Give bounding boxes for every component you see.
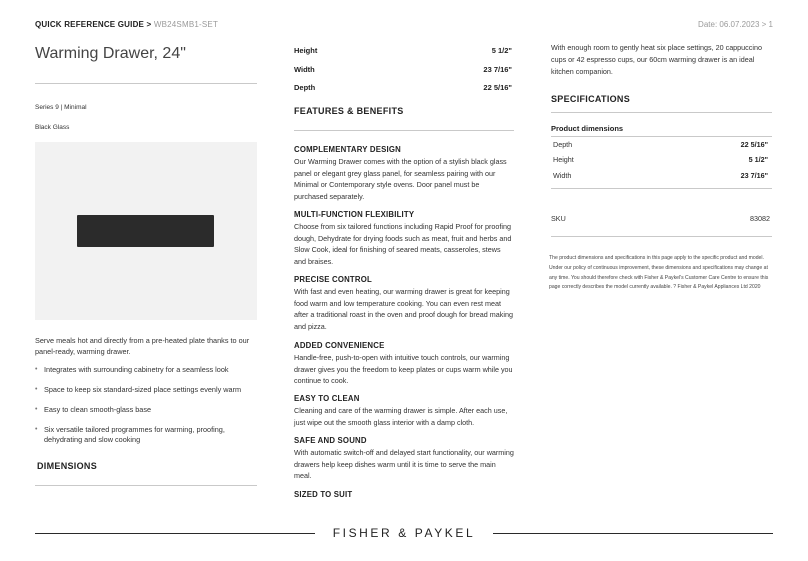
dimension-value: 22 5/16" (483, 83, 512, 92)
guide-breadcrumb (35, 20, 218, 29)
feature-title: EASY TO CLEAN (294, 394, 360, 403)
feature-title: SAFE AND SOUND (294, 436, 367, 445)
features-heading: FEATURES & BENEFITS (294, 106, 404, 116)
divider (551, 136, 772, 137)
spec-row-width (553, 171, 768, 183)
feature-added-convenience (294, 341, 514, 387)
page-header (35, 20, 773, 32)
list-item: • Space to keep six standard-sized place settings evenly warm (35, 385, 257, 395)
divider (551, 112, 772, 113)
product-intro: Serve meals hot and directly from a pre-heated plate thanks to our panel-ready, warming drawer. (35, 336, 250, 356)
spec-row-depth (553, 140, 768, 152)
specifications-heading: SPECIFICATIONS (551, 94, 631, 104)
product-title: Warming Drawer, 24" (35, 45, 186, 62)
list-item: • Six versatile tailored programmes for warming, proofing, dehydrating and slow cooking (35, 425, 257, 445)
feature-text: With fast and even heating, our warming drawer is great for keeping food warm and low temperature cooking. You can even rest meat after a traditional roast in the oven and proof dough for bread making and pizza. (294, 287, 513, 331)
sku-value: 83082 (750, 214, 770, 223)
product-summary (35, 40, 257, 131)
model-number: WB24SMB1-SET (153, 20, 219, 29)
sku-row (551, 214, 770, 226)
feature-sized-to-suit (294, 490, 514, 501)
feature-text: Our Warming Drawer comes with the option of a stylish black glass panel or elegant grey glass panel, for seamless pairing with our Minimal or Contemporary style ovens. Door panel must be purchased separately. (294, 157, 507, 201)
dimension-row-height (294, 46, 514, 58)
spec-label: Height (553, 155, 574, 164)
dimension-label: Depth (294, 83, 316, 92)
divider (294, 130, 514, 131)
guide-label: QUICK REFERENCE GUIDE > (35, 20, 152, 29)
feature-bullets (35, 365, 257, 455)
spec-value: 5 1/2" (748, 155, 768, 164)
list-item: • Integrates with surrounding cabinetry for a seamless look (35, 365, 257, 375)
divider (35, 83, 257, 84)
product-finish: Black Glass (35, 124, 70, 131)
dimension-value: 23 7/16" (483, 65, 512, 74)
page-footer (35, 524, 773, 542)
spec-value: 22 5/16" (740, 140, 768, 149)
feature-title: SIZED TO SUIT (294, 490, 353, 499)
feature-safe-and-sound (294, 436, 514, 482)
feature-text: With automatic switch-off and delayed start functionality, our warming drawers help keep dishes warm until it is time to serve the main meal. (294, 448, 514, 481)
feature-text: Choose from six tailored functions including Rapid Proof for proofing dough, Dehydrate for drying foods such as meat, fruit and herbs and Slow Cook, ideal for finishing of seared meats, casseroles, stews and braises. (294, 222, 512, 266)
sku-label: SKU (551, 214, 566, 223)
spec-row-height (553, 155, 768, 167)
product-series: Series 9 | Minimal (35, 104, 87, 111)
feature-precise-control (294, 275, 514, 332)
brand-logo: FISHER & PAYKEL (332, 526, 476, 540)
feature-text: Cleaning and care of the warming drawer is simple. After each use, just wipe out the smooth glass interior with a damp cloth. (294, 406, 508, 427)
continued-text: With enough room to gently heat six place settings, 20 cappuccino cups or 42 espresso cups, our 60cm warming drawer is an ideal kitchen companion. (551, 43, 762, 76)
spec-label: Depth (553, 140, 573, 149)
dimension-label: Width (294, 65, 315, 74)
dimension-row-width (294, 65, 514, 77)
feature-easy-to-clean (294, 394, 514, 428)
list-item: • Easy to clean smooth-glass base (35, 405, 257, 415)
feature-title: ADDED CONVENIENCE (294, 341, 385, 350)
feature-title: MULTI-FUNCTION FLEXIBILITY (294, 210, 415, 219)
spec-value: 23 7/16" (740, 171, 768, 180)
divider (35, 485, 257, 486)
warming-drawer-illustration (77, 215, 214, 247)
feature-title: PRECISE CONTROL (294, 275, 372, 284)
footer-rule-right (493, 533, 773, 534)
feature-multi-function (294, 210, 514, 267)
product-image (35, 142, 257, 320)
feature-title: COMPLEMENTARY DESIGN (294, 145, 401, 154)
date-page: Date: 06.07.2023 > 1 (698, 20, 773, 29)
divider (551, 236, 772, 237)
dimensions-heading: DIMENSIONS (37, 461, 98, 471)
disclaimer-text: The product dimensions and specifications in this page apply to the specific product and model. Under our policy of continuous improvement, these dimensions and specifications may change at any time. You should therefore check with Fisher & Paykel's Customer Care Centre to ensure this page correctly describes the model currently available. ? Fisher & Paykel Appliances Ltd 2020 (549, 255, 769, 291)
divider (551, 188, 772, 189)
dimension-row-depth (294, 83, 514, 95)
feature-complementary-design (294, 145, 514, 202)
spec-label: Width (553, 171, 572, 180)
dimension-label: Height (294, 46, 318, 55)
product-dimensions-label: Product dimensions (551, 124, 624, 133)
dimension-value: 5 1/2" (491, 46, 512, 55)
feature-text: Handle-free, push-to-open with intuitive touch controls, our warming drawer gives you the freedom to keep plates or cups warm while you continue to cook. (294, 353, 513, 386)
